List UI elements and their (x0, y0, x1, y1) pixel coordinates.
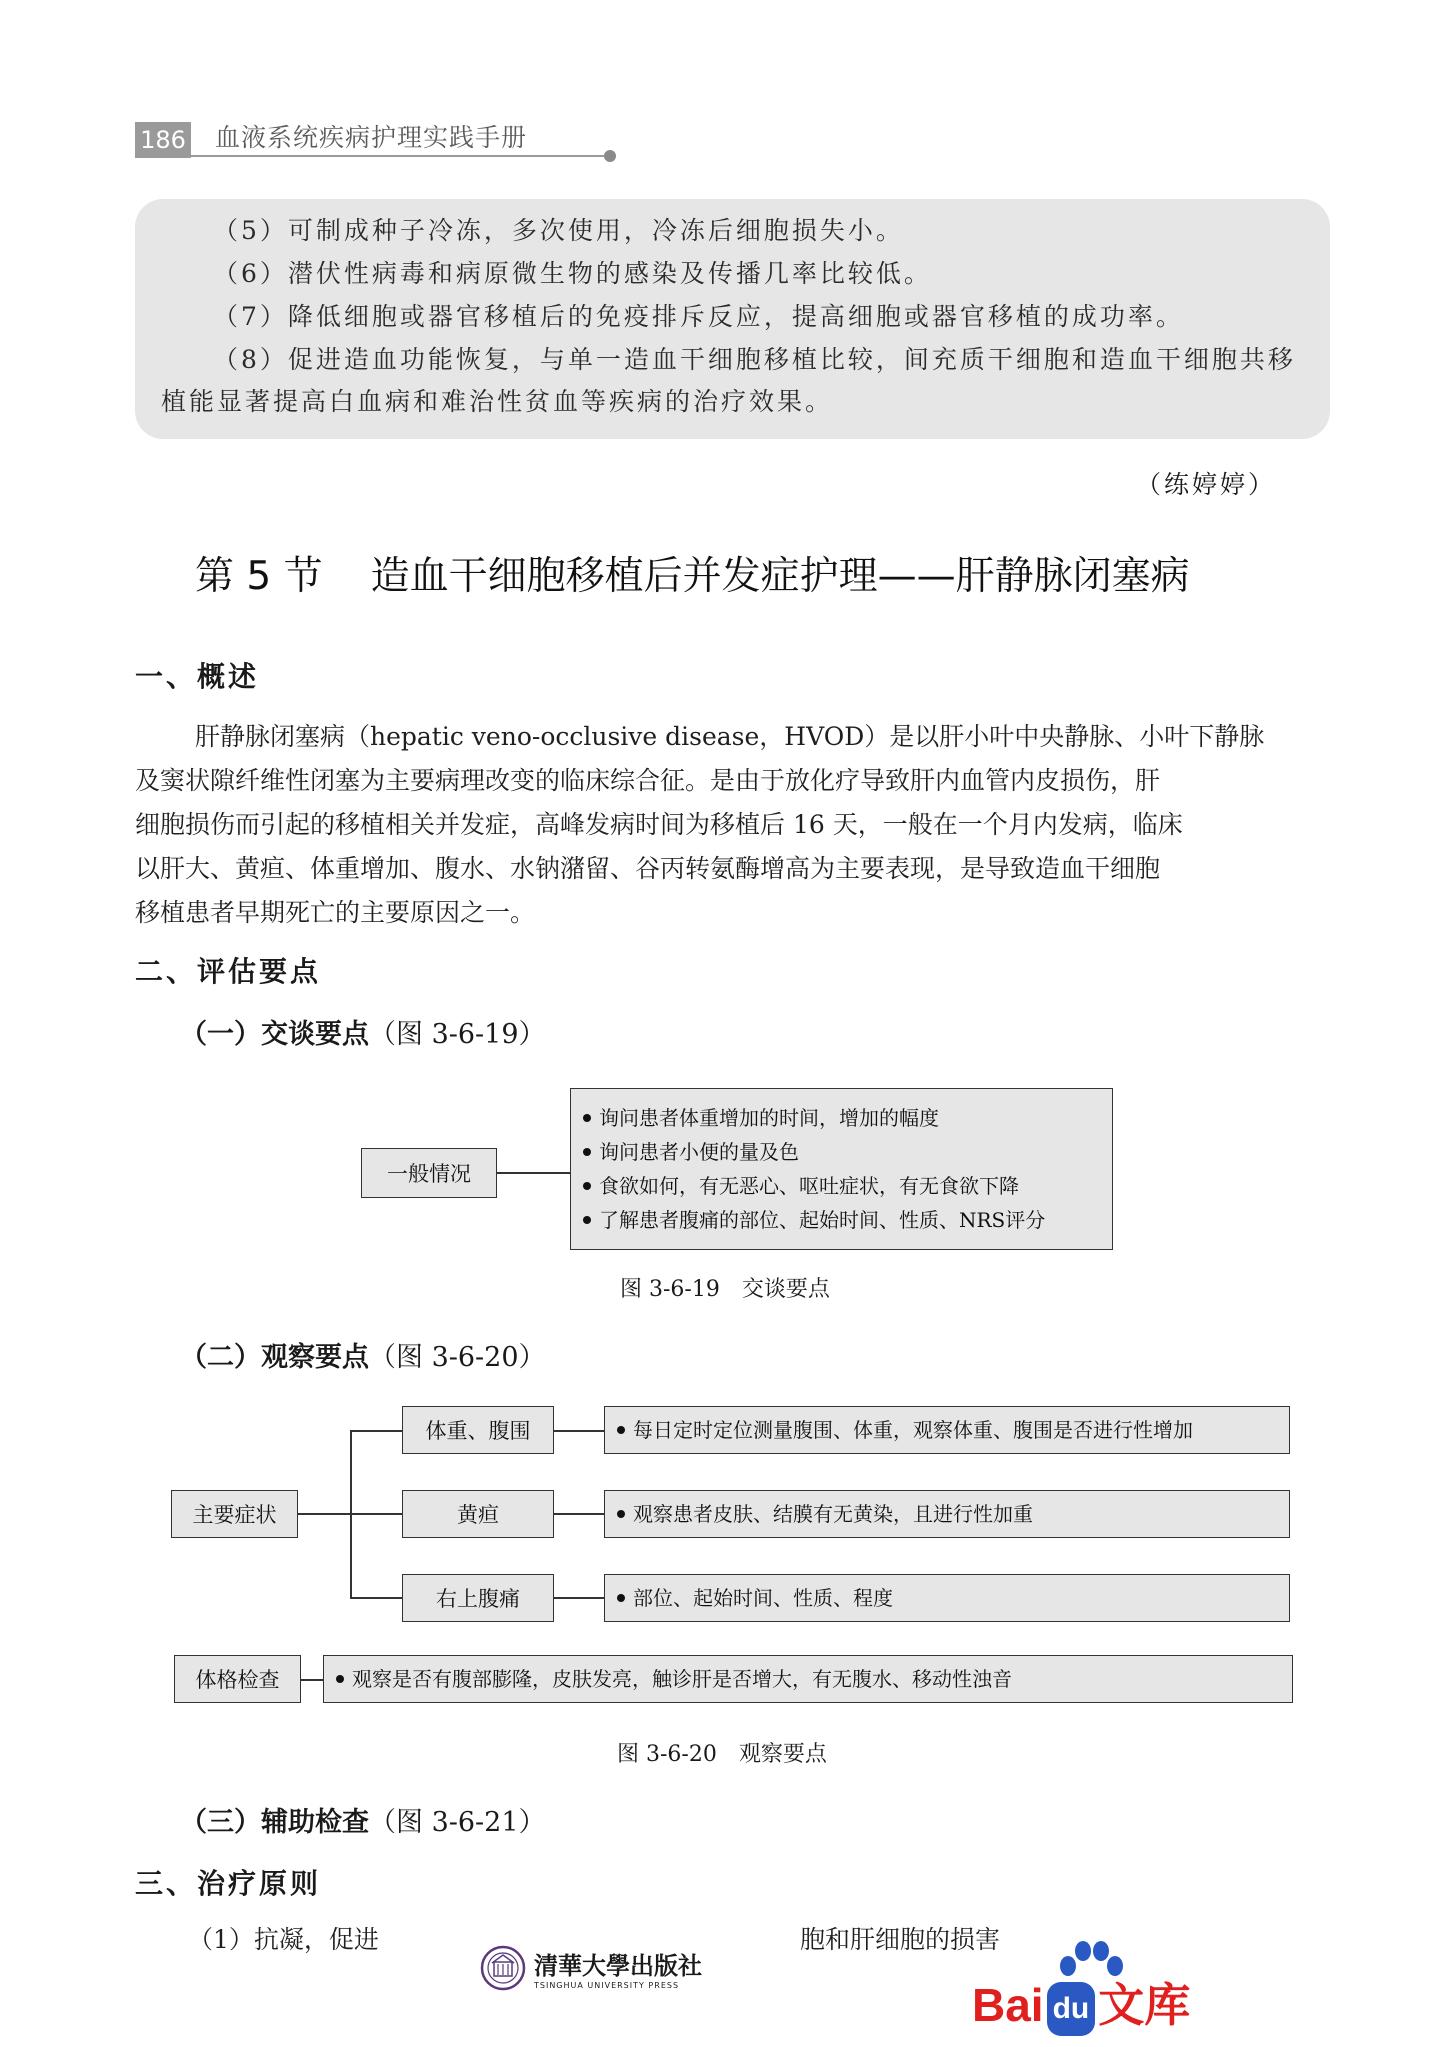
callout-line: （6）潜伏性病毒和病原微生物的感染及传播几率比较低。 (213, 259, 932, 288)
figure-caption-20: 图 3-6-20 观察要点 (617, 1742, 827, 1767)
bullet-dot (617, 1510, 625, 1518)
observation-heading (180, 1335, 546, 1374)
publisher-name-en: TSINGHUA UNIVERSITY PRESS (534, 1981, 680, 1990)
watermark-bai: Bai (972, 1979, 1044, 2031)
physical-exam-detail (323, 1655, 1293, 1703)
symptom-detail-pain (604, 1574, 1290, 1622)
connector-line (301, 1679, 323, 1681)
bullet-item: 食欲如何，有无恶心、呕吐症状，有无食欲下降 (583, 1169, 1112, 1203)
university-seal-icon (480, 1944, 526, 1992)
bullet-item: 观察是否有腹部膨隆，皮肤发亮，触诊肝是否增大，有无腹水、移动性浊音 (336, 1656, 1292, 1702)
callout-box (135, 199, 1330, 439)
auxiliary-heading (180, 1800, 546, 1839)
main-symptoms-box: 主要症状 (171, 1490, 298, 1538)
connector-line (554, 1513, 604, 1515)
bullet-item: 部位、起始时间、性质、程度 (617, 1575, 1289, 1621)
connector-line (497, 1172, 570, 1174)
bullet-dot (583, 1114, 591, 1122)
connector-line (298, 1513, 350, 1515)
baidu-wenku-watermark (972, 1940, 1212, 2032)
connector-line (350, 1430, 402, 1432)
interview-bullets-box (570, 1088, 1113, 1250)
interview-heading-text: （一）交谈要点 (180, 1019, 369, 1050)
symptom-detail-jaundice (604, 1490, 1290, 1538)
treatment-heading: 三、治疗原则 (135, 1867, 322, 1900)
bullet-item: 观察患者皮肤、结膜有无黄染，且进行性加重 (617, 1491, 1289, 1537)
treatment-line-end: 胞和肝细胞的损害 (800, 1925, 1001, 1954)
overview-line: 细胞损伤而引起的移植相关并发症，高峰发病时间为移植后 16 天，一般在一个月内发病，临床 (135, 810, 1183, 839)
overview-heading: 一、概述 (135, 660, 260, 693)
callout-line: （7）降低细胞或器官移植后的免疫排斥反应，提高细胞或器官移植的成功率。 (213, 302, 1184, 331)
symptom-box-weight: 体重、腹围 (402, 1406, 554, 1454)
connector-line (554, 1430, 604, 1432)
symptom-detail-weight (604, 1406, 1290, 1454)
header-dot (604, 150, 616, 162)
bullet-dot (617, 1426, 625, 1434)
section-title (195, 545, 1190, 601)
overview-line: 以肝大、黄疸、体重增加、腹水、水钠潴留、谷丙转氨酶增高为主要表现，是导致造血干细胞 (135, 854, 1161, 883)
symptom-box-pain: 右上腹痛 (402, 1574, 554, 1622)
general-condition-box: 一般情况 (361, 1148, 497, 1198)
auxiliary-heading-text: （三）辅助检查 (180, 1807, 369, 1838)
section-name: 造血干细胞移植后并发症护理——肝静脉闭塞病 (370, 554, 1190, 599)
assessment-heading: 二、评估要点 (135, 955, 322, 988)
treatment-line-start: （1）抗凝，促进 (188, 1925, 379, 1954)
watermark-wenku: 文库 (1098, 1978, 1191, 2032)
bullet-item: 询问患者小便的量及色 (583, 1135, 1112, 1169)
callout-line: （8）促进造血功能恢复，与单一造血干细胞移植比较，间充质干细胞和造血干细胞共移 (213, 345, 1296, 374)
observation-figure-ref: （图 3-6-20） (369, 1342, 546, 1373)
connector-line (350, 1597, 402, 1599)
bullet-item: 询问患者体重增加的时间，增加的幅度 (583, 1101, 1112, 1135)
auxiliary-figure-ref: （图 3-6-21） (369, 1807, 546, 1838)
callout-line: （5）可制成种子冷冻，多次使用，冷冻后细胞损失小。 (213, 216, 904, 245)
bullet-dot (583, 1182, 591, 1190)
connector-line (350, 1513, 402, 1515)
interview-figure-ref: （图 3-6-19） (369, 1019, 546, 1050)
callout-line: 植能显著提高白血病和难治性贫血等疾病的治疗效果。 (161, 387, 834, 416)
physical-exam-box: 体格检查 (174, 1655, 301, 1703)
bullet-dot (583, 1148, 591, 1156)
book-title: 血液系统疾病护理实践手册 (215, 123, 528, 152)
figure-caption-19: 图 3-6-19 交谈要点 (620, 1277, 830, 1302)
header-rule (135, 155, 610, 157)
bullet-item: 每日定时定位测量腹围、体重，观察体重、腹围是否进行性增加 (617, 1407, 1289, 1453)
bullet-dot (583, 1216, 591, 1224)
page-number: 186 (135, 122, 191, 158)
watermark-du: du (1047, 1982, 1096, 2036)
publisher-logo (480, 1944, 702, 1992)
section-number: 第 5 节 (195, 554, 323, 599)
overview-line: 肝静脉闭塞病（hepatic veno-occlusive disease，HVOD）是以肝小叶中央静脉、小叶下静脉 (195, 722, 1265, 751)
bullet-item: 了解患者腹痛的部位、起始时间、性质、NRS评分 (583, 1203, 1112, 1237)
overview-line: 移植患者早期死亡的主要原因之一。 (135, 898, 536, 927)
bullet-dot (617, 1594, 625, 1602)
overview-line: 及窦状隙纤维性闭塞为主要病理改变的临床综合征。是由于放化疗导致肝内血管内皮损伤，肝 (135, 766, 1161, 795)
attribution: （练婷婷） (1135, 470, 1276, 499)
bullet-dot (336, 1675, 344, 1683)
connector-line (554, 1597, 604, 1599)
publisher-name: 清華大學出版社 (534, 1951, 702, 1980)
symptom-box-jaundice: 黄疸 (402, 1490, 554, 1538)
interview-heading (180, 1012, 546, 1051)
observation-heading-text: （二）观察要点 (180, 1342, 369, 1373)
